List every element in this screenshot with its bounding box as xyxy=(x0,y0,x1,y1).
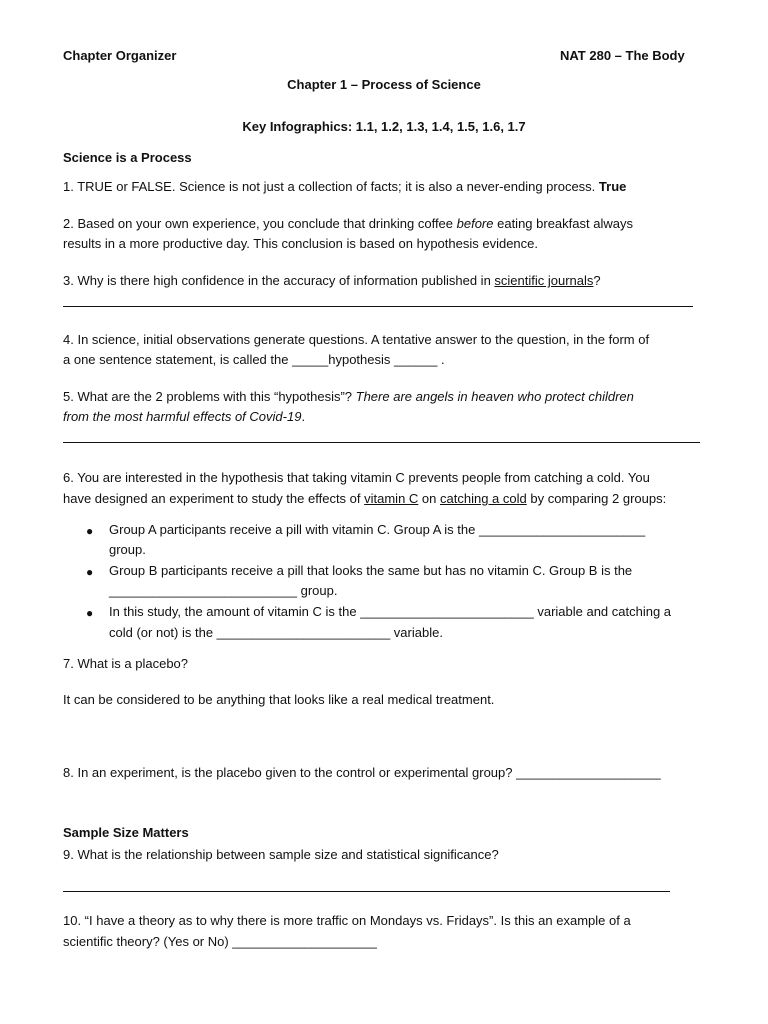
question-6-bullet-3-line-2: cold (or not) is the ________________________ variable. xyxy=(109,625,443,640)
question-6-line-2 xyxy=(63,489,666,509)
header-left: Chapter Organizer xyxy=(63,48,177,63)
question-5-statement-cont: from the most harmful effects of Covid-19 xyxy=(63,409,302,424)
question-8: 8. In an experiment, is the placebo given to the control or experimental group? ____________________ xyxy=(63,765,661,780)
bullet-icon: ● xyxy=(86,606,94,620)
question-5-line-2 xyxy=(63,407,305,427)
question-6-bullet-2-line-2: __________________________ group. xyxy=(109,583,338,598)
question-5-statement: There are angels in heaven who protect children xyxy=(355,389,634,404)
bullet-icon: ● xyxy=(86,565,94,579)
question-6-term-vitamin-c: vitamin C xyxy=(364,491,419,506)
question-4-line-2: a one sentence statement, is called the _____hypothesis ______ . xyxy=(63,352,445,367)
answer-line-q5[interactable] xyxy=(63,442,700,443)
key-infographics: Key Infographics: 1.1, 1.2, 1.3, 1.4, 1.5, 1.6, 1.7 xyxy=(242,119,526,134)
question-5-line-1 xyxy=(63,387,634,407)
question-6-text-on: on xyxy=(418,491,440,506)
question-2-line-2: results in a more productive day. This conclusion is based on hypothesis evidence. xyxy=(63,236,539,251)
answer-line-q3[interactable] xyxy=(63,306,693,307)
question-1 xyxy=(63,177,626,197)
header-right: NAT 280 – The Body xyxy=(560,48,685,63)
question-6-bullet-1-line-2: group. xyxy=(109,542,146,557)
question-10-line-1: 10. “I have a theory as to why there is more traffic on Mondays vs. Fridays”. Is this an example of a xyxy=(63,913,631,928)
question-6-bullet-2-line-1: Group B participants receive a pill that looks the same but has no vitamin C. Group B is the xyxy=(109,563,633,578)
question-5-text: 5. What are the 2 problems with this “hypothesis”? xyxy=(63,389,356,404)
question-6-bullet-3-line-1: In this study, the amount of vitamin C is the ________________________ variable and catching a xyxy=(109,604,672,619)
question-6-text: have designed an experiment to study the effects of xyxy=(63,491,365,506)
question-6-text-end: by comparing 2 groups: xyxy=(526,491,667,506)
question-4-line-1: 4. In science, initial observations generate questions. A tentative answer to the question, in the form of xyxy=(63,332,650,347)
section-heading-science-process: Science is a Process xyxy=(63,150,192,165)
question-2-emphasis: before xyxy=(456,216,494,231)
question-10-line-2: scientific theory? (Yes or No) ____________________ xyxy=(63,934,377,949)
question-3-end: ? xyxy=(593,273,601,288)
question-6-bullet-1-line-1: Group A participants receive a pill with vitamin C. Group A is the _______________________ xyxy=(109,522,646,537)
question-1-answer: True xyxy=(598,179,627,194)
page-title: Chapter 1 – Process of Science xyxy=(287,77,481,92)
answer-line-q9[interactable] xyxy=(63,891,670,892)
bullet-icon: ● xyxy=(86,524,94,538)
question-6-line-1: 6. You are interested in the hypothesis that taking vitamin C prevents people from catching a cold. You xyxy=(63,470,650,485)
question-2-text: 2. Based on your own experience, you conclude that drinking coffee xyxy=(63,216,457,231)
question-9: 9. What is the relationship between sample size and statistical significance? xyxy=(63,847,499,862)
question-2-text-cont: eating breakfast always xyxy=(493,216,633,231)
question-5-period: . xyxy=(301,409,306,424)
question-3-text: 3. Why is there high confidence in the accuracy of information published in xyxy=(63,273,495,288)
question-7-answer: It can be considered to be anything that looks like a real medical treatment. xyxy=(63,692,495,707)
question-3 xyxy=(63,271,601,291)
question-7: 7. What is a placebo? xyxy=(63,656,189,671)
question-3-underlined-term: scientific journals xyxy=(494,273,594,288)
question-1-text: 1. TRUE or FALSE. Science is not just a collection of facts; it is also a never-ending process. xyxy=(63,179,596,194)
question-6-term-catching-cold: catching a cold xyxy=(440,491,527,506)
question-2-line-1 xyxy=(63,214,633,234)
section-heading-sample-size: Sample Size Matters xyxy=(63,825,189,840)
